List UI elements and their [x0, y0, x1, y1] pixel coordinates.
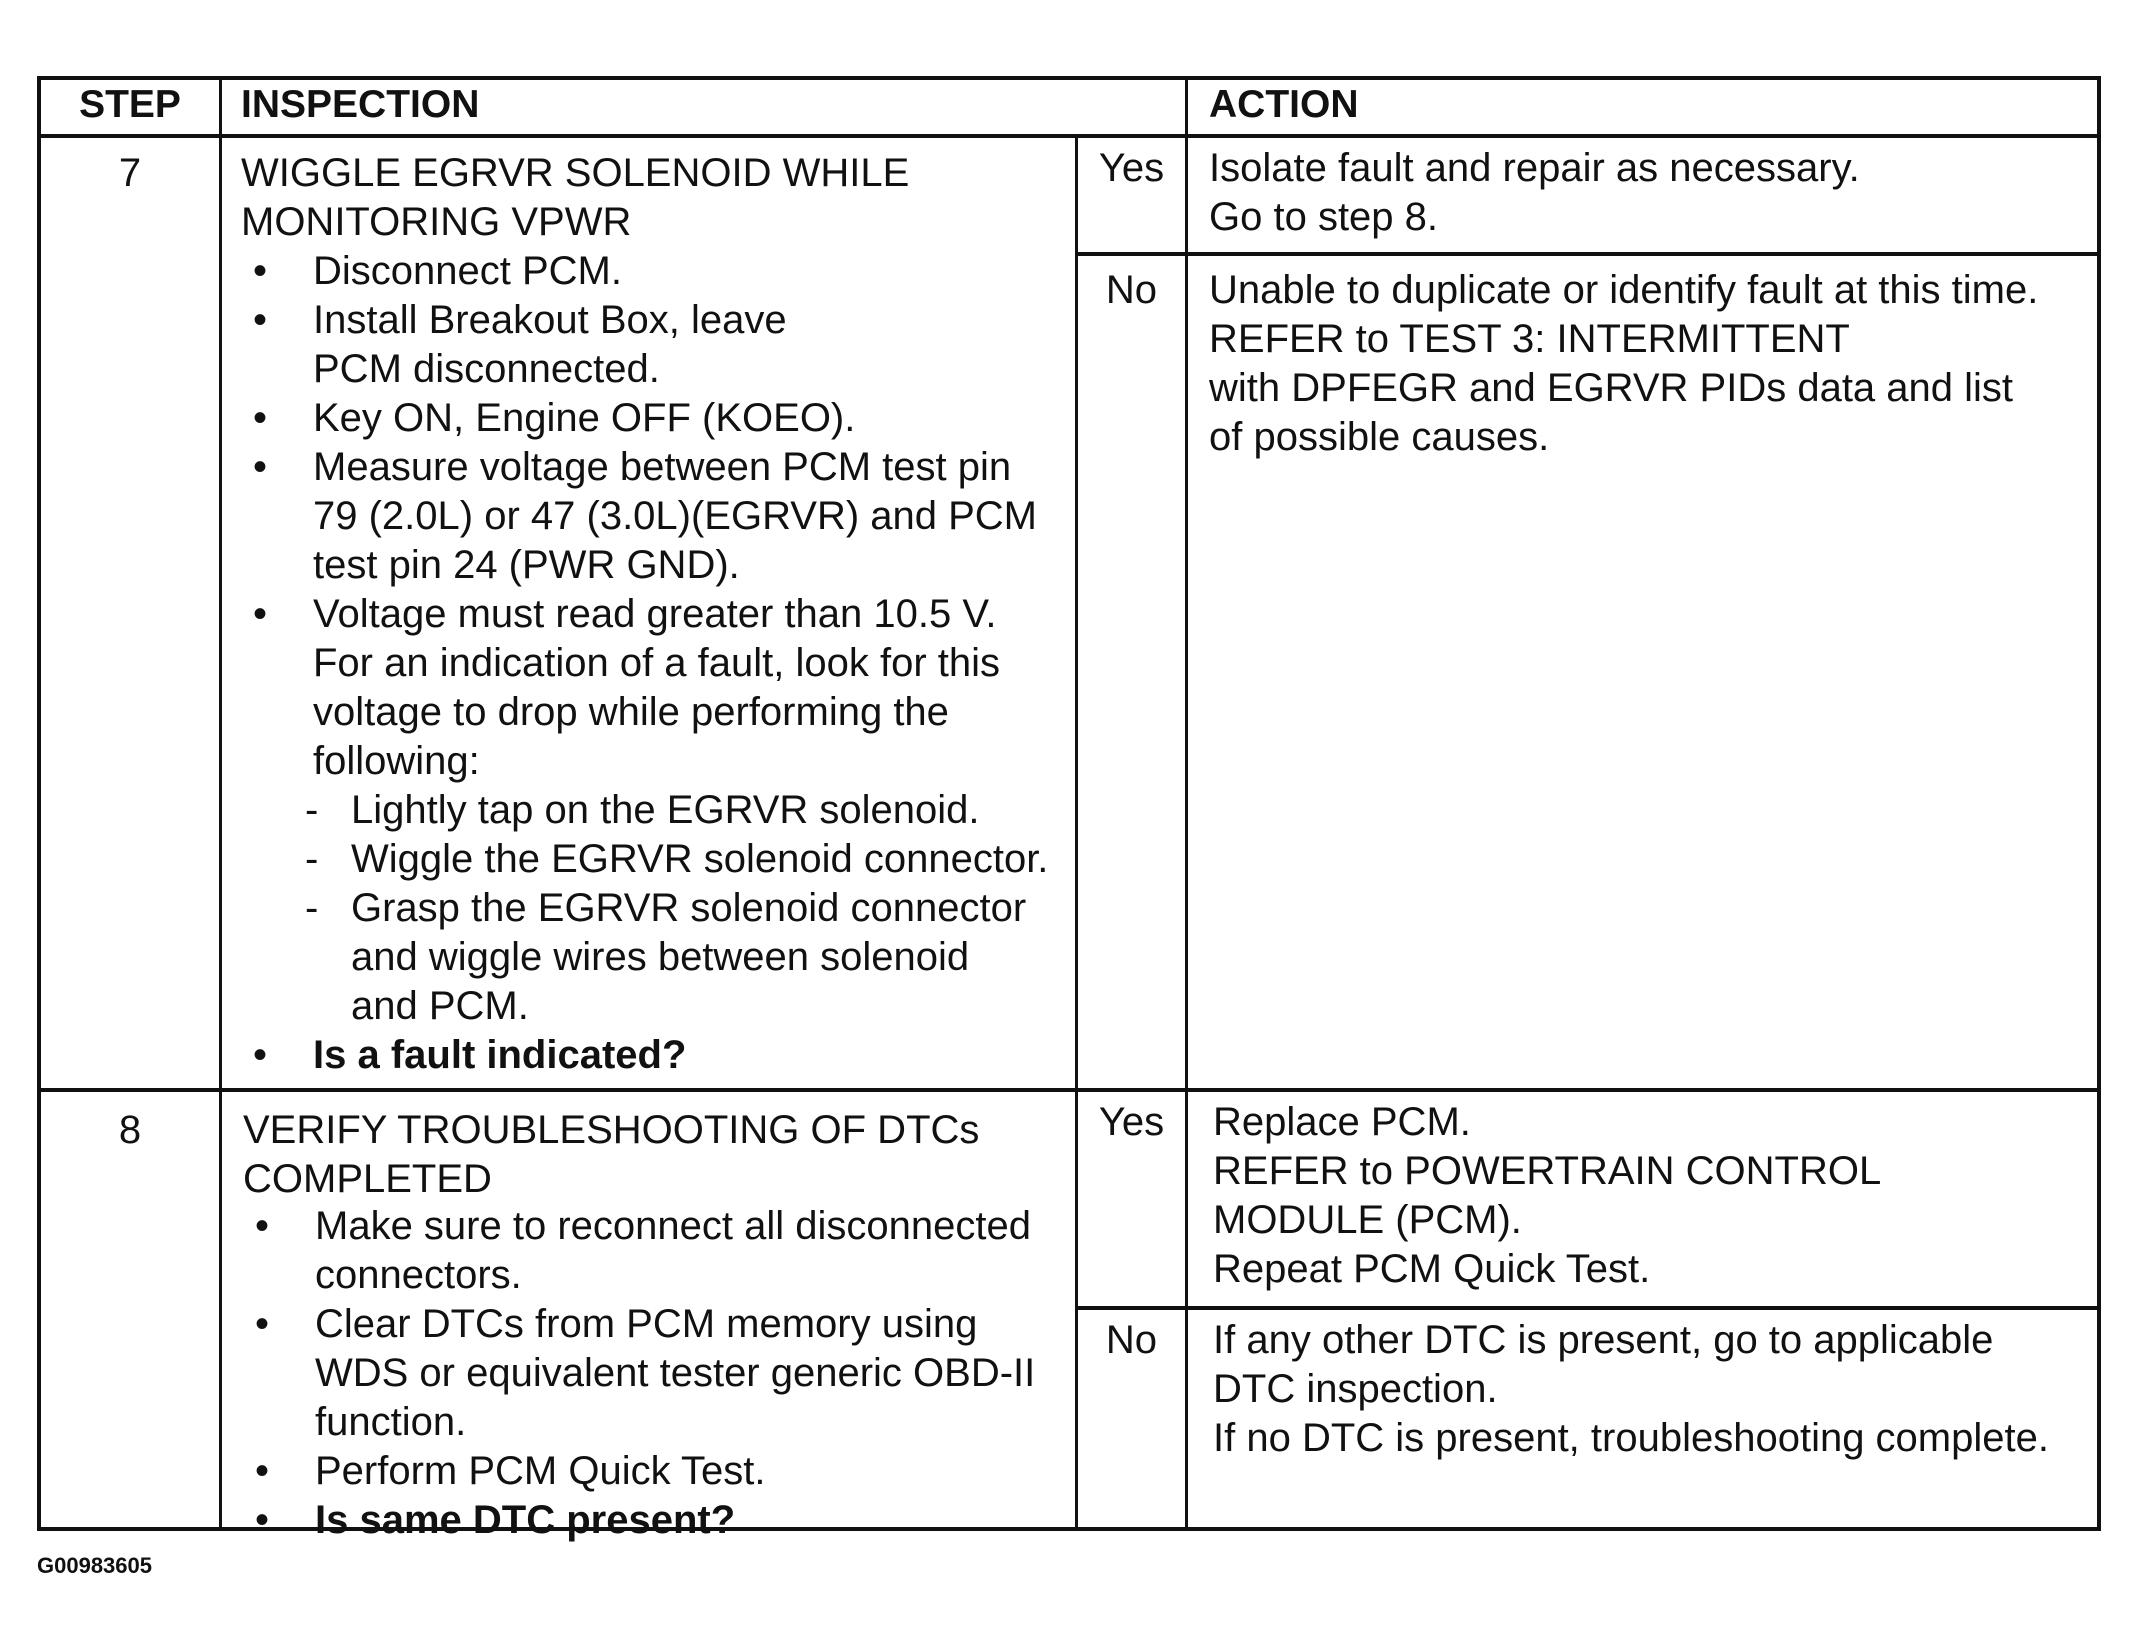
- inspection-title: [241, 149, 909, 247]
- header-action: ACTION: [1209, 83, 1359, 126]
- action-line: Go to step 8.: [1209, 195, 1439, 239]
- inspection-steps: [241, 247, 1071, 1080]
- step-column-divider: [219, 80, 222, 1527]
- inspection-title-line: MONITORING VPWR: [241, 200, 632, 244]
- inspection-title-line: COMPLETED: [243, 1157, 492, 1201]
- no-label: No: [1105, 1318, 1158, 1362]
- inspection-step: • Install Breakout Box, leave PCM disconnected.: [241, 296, 873, 394]
- inspection-step: • Clear DTCs from PCM memory using WDS or equivalent tester generic OBD-II function.: [243, 1300, 1055, 1447]
- inspection-substep: - Lightly tap on the EGRVR solenoid.: [303, 786, 1053, 835]
- action-line: Unable to duplicate or identify fault at this time.: [1209, 268, 2039, 312]
- step8-yes-no-divider: [1075, 1306, 2097, 1310]
- yes-label: Yes: [1098, 1100, 1165, 1144]
- no-action: [1209, 266, 2038, 462]
- action-line: If no DTC is present, troubleshooting complete.: [1213, 1416, 2049, 1460]
- inspection-steps: [243, 1202, 1073, 1545]
- step-number: 8: [118, 1108, 142, 1152]
- header-inspection: INSPECTION: [241, 83, 480, 126]
- inspection-step: • Measure voltage between PCM test pin 79 (2.0L) or 47 (3.0L)(EGRVR) and PCM test pin 24 (PWR GND).: [241, 443, 1063, 590]
- row-divider: [41, 1088, 2097, 1092]
- action-line: REFER to TEST 3: INTERMITTENT: [1209, 317, 1850, 361]
- inspection-question: • Is same DTC present?: [243, 1496, 1073, 1545]
- header-divider: [41, 134, 2097, 138]
- action-line: with DPFEGR and EGRVR PIDs data and list: [1209, 366, 2014, 410]
- step7-yes-no-divider: [1075, 252, 2097, 256]
- inspection-substeps: [303, 786, 1053, 1031]
- step-number: 7: [118, 151, 142, 195]
- yes-label: Yes: [1098, 146, 1165, 190]
- action-line: Isolate fault and repair as necessary.: [1209, 146, 1860, 190]
- inspection-title-line: VERIFY TROUBLESHOOTING OF DTCs: [243, 1108, 980, 1152]
- action-line: DTC inspection.: [1213, 1367, 1498, 1411]
- troubleshooting-table: [37, 76, 2101, 1542]
- figure-id: G00983605: [37, 1553, 152, 1578]
- inspection-title: [243, 1106, 979, 1204]
- action-line: MODULE (PCM).: [1213, 1198, 1522, 1242]
- action-line: Replace PCM.: [1213, 1100, 1471, 1144]
- inspection-substep: - Grasp the EGRVR solenoid connector and wiggle wires between solenoid and PCM.: [303, 884, 1031, 1031]
- action-line: REFER to POWERTRAIN CONTROL: [1213, 1149, 1882, 1193]
- inspection-substep: - Wiggle the EGRVR solenoid connector.: [303, 835, 1053, 884]
- inspection-step: • Key ON, Engine OFF (KOEO).: [241, 394, 1071, 443]
- no-action: [1213, 1316, 2049, 1463]
- inspection-step: • Disconnect PCM.: [241, 247, 1071, 296]
- inspection-step: • Voltage must read greater than 10.5 V. For an indication of a fault, look for this voltage to drop while performing the following: - Lightly tap on the EGRVR solenoid. - Wiggle the EGRVR solenoid connector. - Grasp the EGRVR solenoid connector and wiggle wires between solenoid and PCM.: [241, 590, 1053, 1031]
- inspection-title-line: WIGGLE EGRVR SOLENOID WHILE: [241, 151, 910, 195]
- inspection-step: • Make sure to reconnect all disconnected connectors.: [243, 1202, 1075, 1300]
- action-line: Repeat PCM Quick Test.: [1213, 1247, 1651, 1291]
- no-label: No: [1105, 268, 1158, 312]
- action-line: If any other DTC is present, go to applicable: [1213, 1318, 1994, 1362]
- inspection-question: • Is a fault indicated?: [241, 1031, 1071, 1080]
- yes-action: [1209, 144, 1860, 242]
- action-line: of possible causes.: [1209, 415, 1550, 459]
- yes-action: [1213, 1098, 1881, 1294]
- inspection-step: • Perform PCM Quick Test.: [243, 1447, 1073, 1496]
- header-step: STEP: [79, 83, 181, 126]
